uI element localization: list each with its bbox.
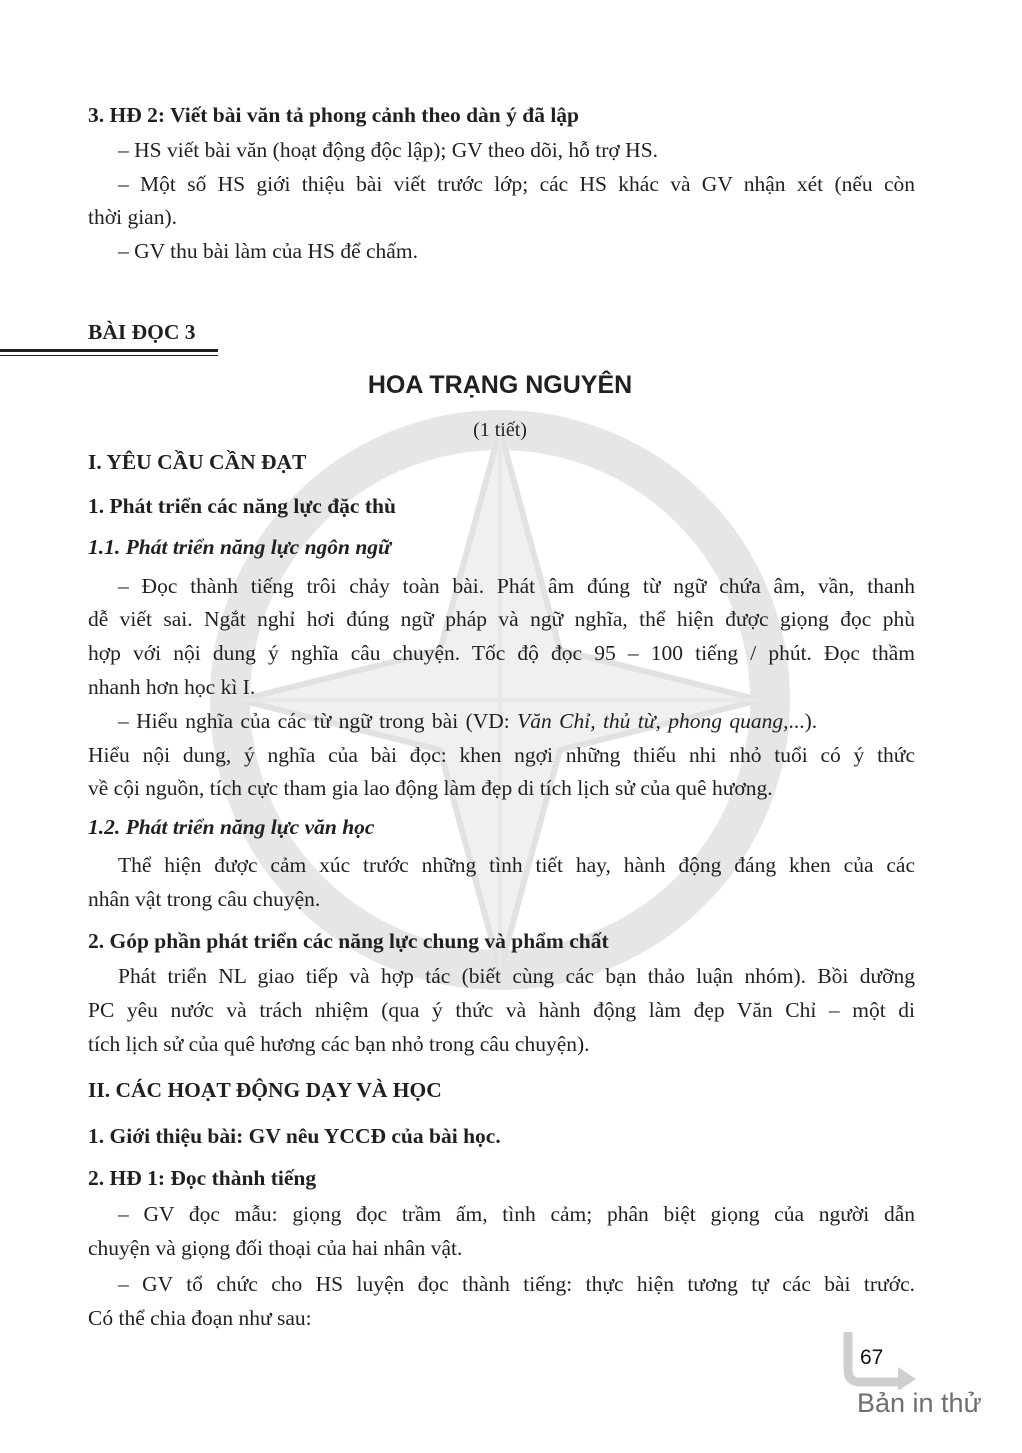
page-number: 67 — [860, 1346, 884, 1369]
divider — [0, 349, 218, 352]
text-line: Phát triển NL giao tiếp và hợp tác (biết cùng các bạn thảo luận nhóm). Bồi dưỡng — [118, 964, 915, 988]
text-line: – HS viết bài văn (hoạt động độc lập); GV theo dõi, hỗ trợ HS. — [118, 138, 659, 162]
text-line: – GV thu bài làm của HS để chấm. — [118, 239, 418, 263]
part-heading: I. YÊU CẦU CẦN ĐẠT — [88, 450, 307, 474]
draft-label: Bản in thử — [857, 1388, 982, 1418]
text-span: ...). — [788, 709, 818, 733]
text-line: dễ viết sai. Ngắt nghỉ hơi đúng ngữ pháp và ngữ nghĩa, thể hiện được giọng đọc phù — [88, 607, 915, 631]
text-line: – GV tổ chức cho HS luyện đọc thành tiếng: thực hiện tương tự các bài trước. — [118, 1272, 915, 1296]
sub-heading: 2. Góp phần phát triển các năng lực chung và phẩm chất — [88, 929, 609, 953]
italic-terms: Văn Chỉ, thủ từ, phong quang, — [517, 709, 789, 733]
text-line: thời gian). — [88, 205, 177, 229]
part-heading: II. CÁC HOẠT ĐỘNG DẠY VÀ HỌC — [88, 1078, 442, 1102]
text-line: tích lịch sử của quê hương các bạn nhỏ trong câu chuyện). — [88, 1032, 590, 1056]
text-line: – Đọc thành tiếng trôi chảy toàn bài. Phát âm đúng từ ngữ chứa âm, vần, thanh — [118, 574, 915, 598]
text-line: – Một số HS giới thiệu bài viết trước lớp; các HS khác và GV nhận xét (nếu còn — [118, 172, 915, 196]
text-line — [88, 706, 915, 736]
divider — [0, 355, 218, 356]
lesson-duration: (1 tiết) — [473, 419, 527, 441]
text-line: nhân vật trong câu chuyện. — [88, 887, 321, 911]
lesson-label: BÀI ĐỌC 3 — [88, 320, 196, 344]
text-line: về cội nguồn, tích cực tham gia lao động làm đẹp di tích lịch sử của quê hương. — [88, 776, 773, 800]
sub-heading: 1. Giới thiệu bài: GV nêu YCCĐ của bài học. — [88, 1124, 501, 1148]
text-line: – GV đọc mẫu: giọng đọc trầm ấm, tình cảm; phân biệt giọng của người dẫn — [118, 1202, 915, 1226]
text-line: Thể hiện được cảm xúc trước những tình tiết hay, hành động đáng khen của các — [118, 853, 915, 877]
section-heading: 3. HĐ 2: Viết bài văn tả phong cảnh theo dàn ý đã lập — [88, 103, 580, 127]
sub-heading: 1.1. Phát triển năng lực ngôn ngữ — [88, 535, 391, 559]
text-line: nhanh hơn học kì I. — [88, 675, 256, 699]
text-line: hợp với nội dung ý nghĩa câu chuyện. Tốc độ đọc 95 – 100 tiếng / phút. Đọc thầm — [88, 641, 915, 665]
sub-heading: 1.2. Phát triển năng lực văn học — [88, 815, 375, 839]
text-line: PC yêu nước và trách nhiệm (qua ý thức và hành động làm đẹp Văn Chỉ – một di — [88, 998, 915, 1022]
text-line: Hiểu nội dung, ý nghĩa của bài đọc: khen ngợi những thiếu nhi nhỏ tuổi có ý thức — [88, 743, 915, 767]
text-span: – Hiểu nghĩa của các từ ngữ trong bài (VD: — [118, 709, 518, 733]
lesson-title: HOA TRẠNG NGUYÊN — [367, 371, 633, 399]
text-line: chuyện và giọng đối thoại của hai nhân vật. — [88, 1236, 463, 1260]
sub-heading: 1. Phát triển các năng lực đặc thù — [88, 494, 396, 518]
sub-heading: 2. HĐ 1: Đọc thành tiếng — [88, 1166, 317, 1190]
text-line: Có thể chia đoạn như sau: — [88, 1306, 312, 1330]
